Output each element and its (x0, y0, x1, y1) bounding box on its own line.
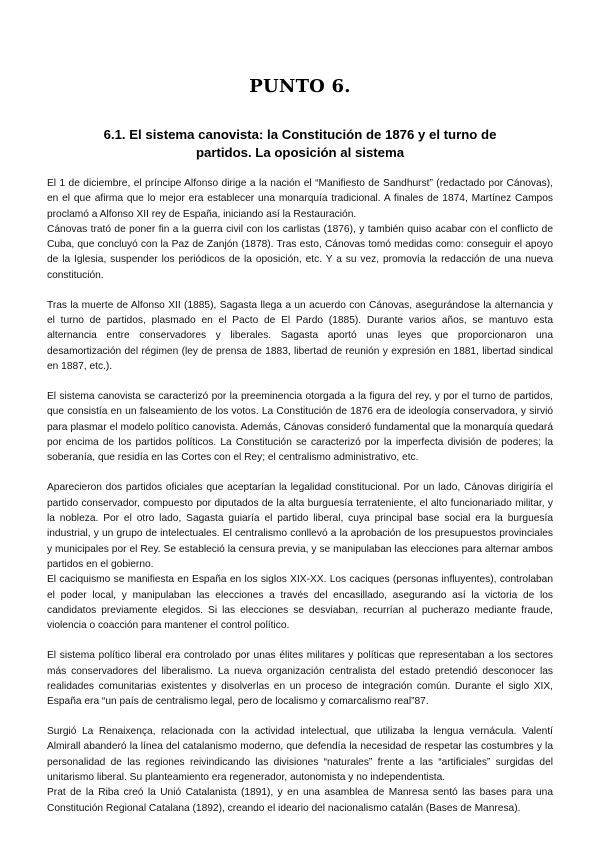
page-title: PUNTO 6. (249, 76, 351, 97)
paragraph: El sistema canovista se caracterizó por la preeminencia otorgada a la figura del rey, y por el turno de partidos, que consistía en un falseamiento de los votos. La Constitución de 1876 era de ideología conservadora, y sirvió para plasmar el modelo político canovista. Además, Cánovas consideró fundamental que la monarquía quedará por encima de los partidos políticos. La Constitución se caracterizó por la imperfecta división de poderes; la soberanía, que residía en las Cortes con el Rey; el centralismo administrativo, etc. (47, 391, 553, 464)
paragraph: El sistema político liberal era controlado por unas élites militares y políticas que representaban a los sectores más conservadores del liberalismo. La nueva organización centralista del estado pretendió desconocer las realidades comunitarias existentes y disolverlas en un proceso de integración común. Durante el siglo XIX, España era “un país de centralismo legal, pero de localismo y comarcalismo real”87. (47, 650, 553, 708)
paragraph: Aparecieron dos partidos oficiales que aceptarían la legalidad constitucional. Por un lado, Cánovas dirigiría el partido conservador, compuesto por diputados de la alta burguesía terrateniente, el alto funcionariado militar, y la nobleza. Por el otro lado, Sagasta guiaría el partido liberal, cuya principal base social era la burguesía industrial, y un grupo de intelectuales. El centralismo conllevó a la aprobación de los presupuestos provinciales y municipales por el Rey. Se estableció la censura previa, y se manipulaban las elecciones para alternar ambos partidos en el gobierno. (47, 482, 553, 570)
paragraph: El caciquismo se manifiesta en España en los siglos XIX-XX. Los caciques (personas influyentes), controlaban el poder local, y manipulaban las elecciones a través del encasillado, asegurando así la victoria de los candidatos previamente elegidos. Si las elecciones se desviaban, recurrían al pucherazo mediante fraude, violencia o coacción para mantener el control político. (47, 574, 553, 632)
document-body (47, 176, 553, 816)
paragraph: Tras la muerte de Alfonso XII (1885), Sagasta llega a un acuerdo con Cánovas, asegurándose la alternancia y el turno de partidos, plasmado en el Pacto de El Pardo (1885). Durante varios años, se mantuvo esta alternancia entre conservadores y liberales. Sagasta aportó unas leyes que proporcionaron una desamortización del régimen (ley de prensa de 1883, libertad de reunión y expresión en 1881, libertad sindical en 1887, etc.). (47, 299, 553, 373)
section-heading: 6.1. El sistema canovista: la Constitución de 1876 y el turno de partidos. La oposición al sistema (103, 127, 497, 160)
paragraph: Prat de la Riba creó la Unió Catalanista (1891), y en una asamblea de Manresa sentó las bases para una Constitución Regional Catalana (1892), creando el ideario del nacionalismo catalán (Bases de Manresa). (47, 787, 553, 814)
paragraph: El 1 de diciembre, el príncipe Alfonso dirige a la nación el “Manifiesto de Sandhurst” (redactado por Cánovas), en el que afirma que lo mejor era establecer una monarquía tradicional. A finales de 1874, Martínez Campos proclamó a Alfonso XII rey de España, iniciando así la Restauración. (47, 178, 553, 220)
paragraph: Surgió La Renaixença, relacionada con la actividad intelectual, que utilizaba la lengua vernácula. Valentí Almirall abanderó la línea del catalanismo moderno, que defendía la necesidad de respetar las costumbres y la personalidad de las regiones reivindicando las divisiones “naturales” frente a las “artificiales” surgidas del unitarismo liberal. Su planteamiento era regenerador, autonomista y no independentista. (47, 726, 553, 784)
paragraph: Cánovas trató de poner fin a la guerra civil con los carlistas (1876), y también quiso acabar con el conflicto de Cuba, que concluyó con la Paz de Zanjón (1878). Tras esto, Cánovas tomó medidas como: conseguir el apoyo de la Iglesia, suspender los periódicos de la oposición, etc. Y a su vez, promovía la redacción de una nueva constitución. (47, 223, 553, 281)
